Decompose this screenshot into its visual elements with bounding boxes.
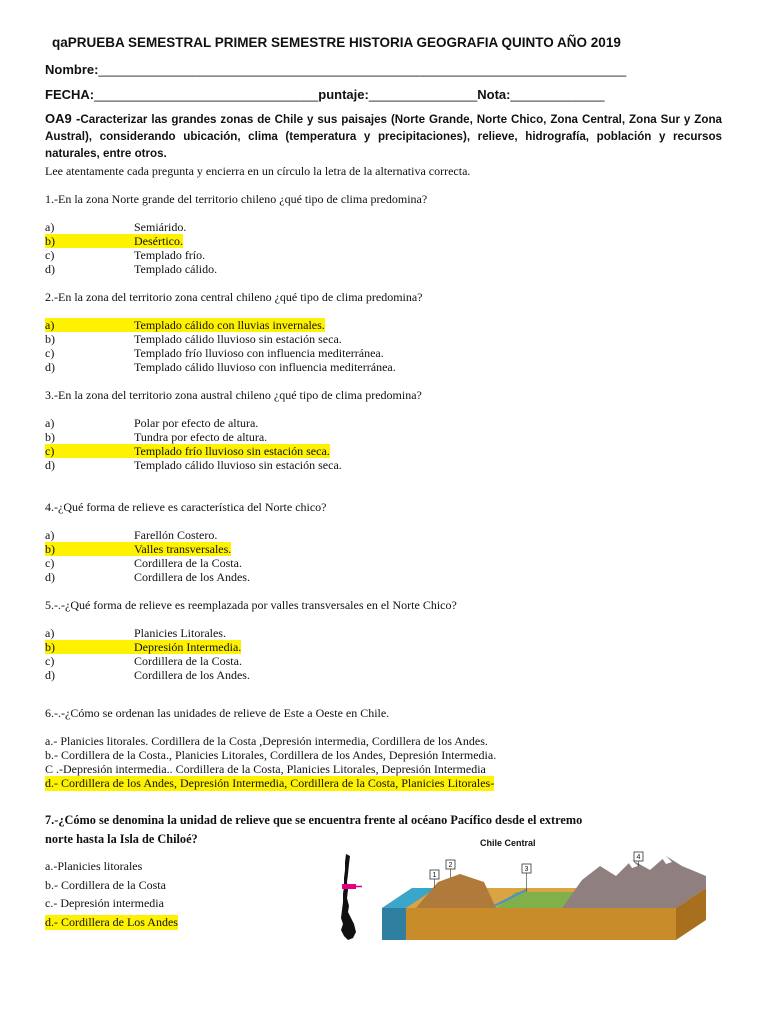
puntaje-label: puntaje: <box>318 87 369 102</box>
question-5-text: 5.-.-¿Qué forma de relieve es reemplazada por valles transversales en el Norte Chico? <box>45 598 457 612</box>
option-text: Cordillera de los Andes. <box>134 668 250 682</box>
question-3-option[interactable] <box>45 416 445 430</box>
question-6-option[interactable]: b.- Cordillera de la Costa., Planicies Litorales, Cordillera de los Andes, Depresión Intermedia. <box>45 748 497 762</box>
option-letter: a) <box>45 626 55 640</box>
option-letter: c) <box>45 248 55 262</box>
question-2-option[interactable] <box>45 360 445 374</box>
question-6-option[interactable]: C .-Depresión intermedia.. Cordillera de la Costa, Planicies Litorales, Depresión Intermedia <box>45 762 486 776</box>
question-3-option[interactable] <box>45 458 445 472</box>
question-6-option[interactable]: a.- Planicies litorales. Cordillera de la Costa ,Depresión intermedia, Cordillera de los Andes. <box>45 734 488 748</box>
instructions: Lee atentamente cada pregunta y encierra en un círculo la letra de la alternativa correcta. <box>45 164 471 178</box>
fecha-row <box>45 87 604 102</box>
option-text: Valles transversales. <box>134 542 232 556</box>
option-text: Cordillera de la Costa. <box>134 654 242 668</box>
nombre-blank[interactable]: _________________________________________________________________________ <box>98 62 627 77</box>
option-letter: a) <box>45 528 55 542</box>
question-1-option[interactable] <box>45 262 445 276</box>
question-5-option[interactable] <box>45 626 445 640</box>
question-2-option[interactable] <box>45 332 445 346</box>
option-text: Templado cálido con lluvias invernales. <box>134 318 325 332</box>
question-3-option[interactable] <box>45 444 445 458</box>
question-5-option[interactable] <box>45 668 445 682</box>
question-7-option[interactable]: a.-Planicies litorales <box>45 859 143 873</box>
marker-4-label: 4 <box>636 854 641 861</box>
option-text: Polar por efecto de altura. <box>134 416 259 430</box>
option-letter: a) <box>45 318 55 332</box>
option-text: Templado cálido lluvioso sin estación seca. <box>134 458 342 472</box>
marker-2-label: 2 <box>448 862 453 869</box>
question-3-option[interactable] <box>45 430 445 444</box>
option-letter: c) <box>45 444 55 458</box>
chile-map-figure <box>326 852 366 944</box>
option-text: Templado cálido lluvioso con influencia mediterránea. <box>134 360 396 374</box>
question-1-text: 1.-En la zona Norte grande del territorio chileno ¿qué tipo de clima predomina? <box>45 192 428 206</box>
question-2-option[interactable] <box>45 346 445 360</box>
option-letter: d) <box>45 668 55 682</box>
question-7-line-1: 7.-¿Cómo se denomina la unidad de relieve que se encuentra frente al océano Pacífico desde el extremo <box>45 813 583 827</box>
marker-3-label: 3 <box>524 866 529 873</box>
option-letter: d) <box>45 570 55 584</box>
option-letter: b) <box>45 234 55 248</box>
question-5-option[interactable] <box>45 654 445 668</box>
nombre-field[interactable] <box>45 62 626 77</box>
question-7-line-2: norte hasta la Isla de Chiloé? <box>45 832 198 846</box>
nombre-label: Nombre: <box>45 62 99 77</box>
question-7-option[interactable]: b.- Cordillera de la Costa <box>45 877 166 892</box>
question-4-option[interactable] <box>45 528 445 542</box>
option-letter: b) <box>45 430 55 444</box>
chile-central-marker <box>342 884 356 889</box>
option-text: Templado cálido lluvioso sin estación seca. <box>134 332 342 346</box>
option-letter: b) <box>45 640 55 654</box>
block-front <box>382 908 676 940</box>
question-4-option[interactable] <box>45 570 445 584</box>
relief-block-diagram <box>376 836 716 948</box>
chile-map-outline <box>341 854 356 940</box>
nota-label: Nota: <box>477 87 511 102</box>
diagram-title: Chile Central <box>480 838 536 848</box>
option-text: Cordillera de la Costa. <box>134 556 242 570</box>
question-2-text: 2.-En la zona del territorio zona central chileno ¿qué tipo de clima predomina? <box>45 290 423 304</box>
question-5-option[interactable] <box>45 640 445 654</box>
question-7-option[interactable]: c.- Depresión intermedia <box>45 896 164 910</box>
option-text: Templado frío lluvioso sin estación seca. <box>134 444 330 458</box>
option-text: Templado frío. <box>134 248 206 262</box>
question-4-text: 4.-¿Qué forma de relieve es característica del Norte chico? <box>45 500 327 514</box>
option-text: Farellón Costero. <box>134 528 218 542</box>
option-text: Templado frío lluvioso con influencia mediterránea. <box>134 346 384 360</box>
question-4-option[interactable] <box>45 542 445 556</box>
option-text: Depresión Intermedia. <box>134 640 242 654</box>
question-1-option[interactable] <box>45 248 445 262</box>
question-6-option[interactable]: d.- Cordillera de los Andes, Depresión Intermedia, Cordillera de la Costa, Planicies Litorales- <box>45 776 495 790</box>
puntaje-blank[interactable]: _______________ <box>368 87 478 102</box>
question-3-text: 3.-En la zona del territorio zona austral chileno ¿qué tipo de clima predomina? <box>45 388 422 402</box>
marker-1-label: 1 <box>432 872 437 879</box>
option-letter: c) <box>45 346 55 360</box>
option-letter: c) <box>45 654 55 668</box>
option-letter: a) <box>45 220 55 234</box>
nota-blank[interactable]: _____________ <box>510 87 605 102</box>
question-7-option[interactable]: d.- Cordillera de Los Andes <box>45 914 178 929</box>
fecha-label: FECHA: <box>45 87 95 102</box>
option-text: Templado cálido. <box>134 262 218 276</box>
option-letter: b) <box>45 542 55 556</box>
question-4-option[interactable] <box>45 556 445 570</box>
question-1-option[interactable] <box>45 220 445 234</box>
option-letter: d) <box>45 262 55 276</box>
question-6-text: 6.-.-¿Cómo se ordenan las unidades de relieve de Este a Oeste en Chile. <box>45 706 390 720</box>
option-text: Planicies Litorales. <box>134 626 226 640</box>
learning-objective <box>45 110 722 162</box>
option-text: Desértico. <box>134 234 183 248</box>
page-title: qaPRUEBA SEMESTRAL PRIMER SEMESTRE HISTORIA GEOGRAFIA QUINTO AÑO 2019 <box>52 35 621 50</box>
option-letter: b) <box>45 332 55 346</box>
fecha-blank[interactable]: _______________________________ <box>94 87 319 102</box>
objective-code: OA9 - <box>45 111 81 126</box>
question-2-option[interactable] <box>45 318 445 332</box>
objective-text: Caracterizar las grandes zonas de Chile y sus paisajes (Norte Grande, Norte Chico, Zona Central, Zona Sur y Zona Austral), considerando ubicación, clima (temperatura y precipitaciones), relieve, hidrografía, población y recursos naturales, entre otros. <box>45 113 722 160</box>
question-1-option[interactable] <box>45 234 445 248</box>
option-text: Cordillera de los Andes. <box>134 570 250 584</box>
option-text: Tundra por efecto de altura. <box>134 430 268 444</box>
option-letter: a) <box>45 416 55 430</box>
option-letter: d) <box>45 360 55 374</box>
option-text: Semiárido. <box>134 220 187 234</box>
option-letter: c) <box>45 556 55 570</box>
option-letter: d) <box>45 458 55 472</box>
